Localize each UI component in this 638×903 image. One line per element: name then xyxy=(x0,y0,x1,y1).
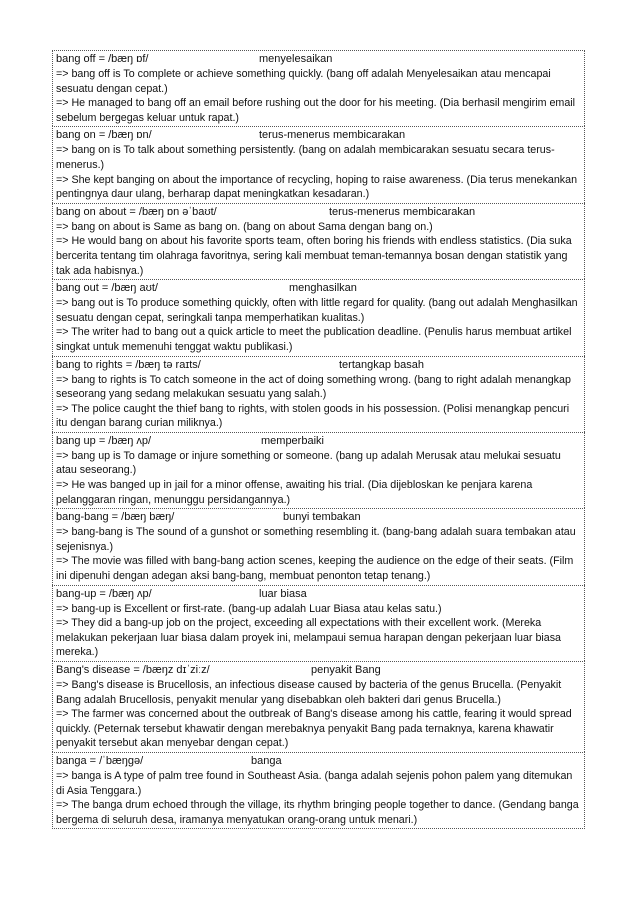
entry-bang-bang xyxy=(52,508,585,584)
entry-head xyxy=(56,281,582,296)
entry-head xyxy=(56,510,582,525)
entry-translation: memperbaiki xyxy=(261,434,324,447)
entry-example: => They did a bang-up job on the project, exceeding all expectations with their excellent work. (Mereka melakukan pekerjaan luar biasa dalam proyek ini, melampaui semua harapan dengan pekerjaan luar biasa mereka.) xyxy=(56,617,561,659)
entry-definition: => bang off is To complete or achieve something quickly. (bang off adalah Menyelesaikan atau mencapai sesuatu dengan cepat.) xyxy=(56,68,551,95)
entry-translation: menghasilkan xyxy=(289,282,357,295)
entry-definition: => bang on about is Same as bang on. (bang on about Sama dengan bang on.) xyxy=(56,220,433,233)
entry-translation: penyakit Bang xyxy=(311,664,381,676)
entry-word: bang-up = /bæŋ ʌp/ xyxy=(56,587,152,600)
dictionary-page xyxy=(52,50,585,829)
entry-head xyxy=(56,52,582,67)
entry-word: bang out = /bæŋ aʊt/ xyxy=(56,282,158,295)
entry-example: => The banga drum echoed through the village, its rhythm bringing people together to dance. (Gendang banga bergema di seluruh desa, iramanya menyatukan orang-orang untuk menari.) xyxy=(56,799,579,826)
entry-translation: tertangkap basah xyxy=(339,358,425,371)
entry-definition: => Bang's disease is Brucellosis, an infectious disease caused by bacteria of the genus Brucella. (Penyakit Bang adalah Brucellosis, penyakit menular yang disebabkan oleh bakteri dari genus Brucella.) xyxy=(56,679,562,706)
entry-definition: => bang out is To produce something quickly, often with little regard for quality. (bang out adalah Menghasilkan sesuatu dengan cepat, seringkali tanpa memperhatikan kualitas.) xyxy=(56,297,578,324)
entry-example: => The farmer was concerned about the outbreak of Bang's disease among his cattle, fearing it would spread quickly. (Peternak tersebut khawatir dengan merebaknya penyakit Bang pada ternaknya, karena khawatir penyakit tersebut akan menyebar dengan cepat.) xyxy=(56,708,572,750)
entry-example: => The movie was filled with bang-bang action scenes, keeping the audience on the edge of their seats. (Film ini dipenuhi dengan adegan aksi bang-bang, membuat penonton tetap tenang.) xyxy=(56,555,574,583)
entry-translation: menyelesaikan xyxy=(259,53,333,65)
entry-definition: => bang on is To talk about something persistently. (bang on adalah membicarakan sesuatu secara terus-menerus.) xyxy=(56,144,555,171)
entry-bangs-disease xyxy=(52,661,585,752)
entry-definition: => banga is A type of palm tree found in Southeast Asia. (banga adalah sejenis pohon palem yang ditemukan di Asia Tenggara.) xyxy=(56,769,573,797)
entry-example: => He was banged up in jail for a minor offense, awaiting his trial. (Dia dijebloskan ke penjara karena pelanggaran ringan, menunggu persidangannya.) xyxy=(56,479,533,506)
entry-bang-up-adjective xyxy=(52,585,585,661)
entry-translation: banga xyxy=(251,754,282,767)
entry-head xyxy=(56,205,582,220)
entry-head xyxy=(56,434,582,449)
entry-bang-out xyxy=(52,279,585,355)
entry-translation: bunyi tembakan xyxy=(283,511,361,524)
entry-word: bang to rights = /bæŋ tə raɪts/ xyxy=(56,358,201,371)
entry-definition: => bang up is To damage or injure something or someone. (bang up adalah Merusak atau melukai sesuatu atau seseorang.) xyxy=(56,449,561,477)
entry-head xyxy=(56,358,582,373)
entry-head xyxy=(56,754,582,769)
entry-definition: => bang to rights is To catch someone in the act of doing something wrong. (bang to right adalah menangkap seseorang yang sedang melakukan sesuatu yang salah.) xyxy=(56,373,571,401)
entry-word: bang on about = /bæŋ ɒn əˈbaʊt/ xyxy=(56,205,217,218)
entry-bang-up xyxy=(52,432,585,508)
entry-banga xyxy=(52,752,585,829)
entry-translation: terus-menerus membicarakan xyxy=(259,129,406,142)
entry-word: bang off = /bæŋ ɒf/ xyxy=(56,53,149,65)
entry-example: => The police caught the thief bang to rights, with stolen goods in his possession. (Polisi menangkap pencuri itu dengan barang curian miliknya.) xyxy=(56,402,570,430)
entry-bang-to-rights xyxy=(52,356,585,432)
entry-word: bang-bang = /bæŋ bæŋ/ xyxy=(56,511,175,524)
entry-example: => The writer had to bang out a quick article to meet the publication deadline. (Penulis harus membuat artikel singkat untuk memenuhi tenggat waktu publikasi.) xyxy=(56,326,572,353)
entry-word: banga = /ˈbæŋɡə/ xyxy=(56,754,144,767)
entry-head xyxy=(56,663,582,678)
entry-translation: luar biasa xyxy=(259,587,307,600)
entry-definition: => bang-bang is The sound of a gunshot or something resembling it. (bang-bang adalah suara tembakan atau sejenisnya.) xyxy=(56,526,576,553)
entry-head xyxy=(56,587,582,602)
entry-head xyxy=(56,128,582,143)
entry-word: bang up = /bæŋ ʌp/ xyxy=(56,434,152,447)
entry-example: => She kept banging on about the importance of recycling, hoping to raise awareness. (Dia terus menekankan pentingnya daur ulang, berharap dapat meningkatkan kesadaran.) xyxy=(56,173,578,201)
entry-example: => He managed to bang off an email before rushing out the door for his meeting. (Dia berhasil mengirim email sebelum bergegas keluar untuk rapat.) xyxy=(56,97,576,124)
entry-example: => He would bang on about his favorite sports team, often boring his friends with endless statistics. (Dia suka bercerita tentang tim olahraga favoritnya, sering kali membuat teman-temannya bosan dengan statistik yang tak ada habisnya.) xyxy=(56,235,572,277)
entry-word: Bang's disease = /bæŋz dɪˈziːz/ xyxy=(56,664,210,676)
entry-definition: => bang-up is Excellent or first-rate. (bang-up adalah Luar Biasa atau kelas satu.) xyxy=(56,602,442,615)
entry-bang-off xyxy=(52,50,585,126)
entry-bang-on xyxy=(52,126,585,202)
entry-word: bang on = /bæŋ ɒn/ xyxy=(56,129,152,142)
entry-translation: terus-menerus membicarakan xyxy=(329,205,476,218)
entry-bang-on-about xyxy=(52,203,585,279)
